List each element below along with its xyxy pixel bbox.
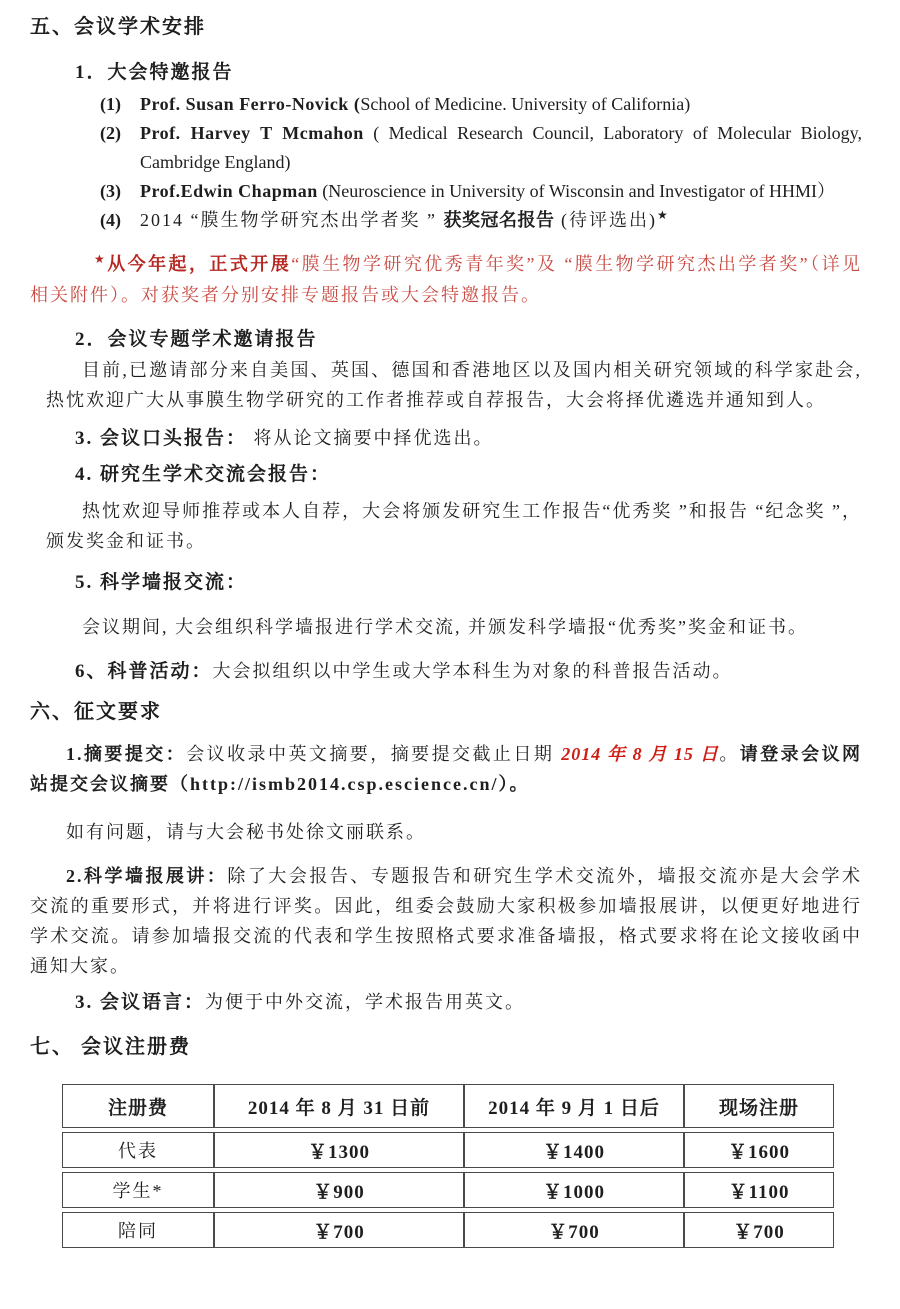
outreach-label: 6、科普活动：: [75, 661, 213, 682]
fee-category-delegate: 代表: [62, 1132, 214, 1168]
speaker-affiliation: (Neuroscience in University of Wisconsin and Investigator of HHMI）: [317, 181, 836, 201]
speaker-affiliation: School of Medicine. University of California): [360, 94, 691, 114]
oral-report-line: [75, 423, 862, 454]
fee-value: ￥700: [214, 1212, 464, 1248]
award-report-title: 获奖冠名报告: [443, 210, 555, 230]
abstract-deadline-period: 。: [719, 744, 740, 764]
speaker-number: (2): [100, 123, 121, 143]
section6-heading: 六、征文要求: [30, 701, 162, 723]
table-row: [62, 1212, 834, 1248]
poster-session-paragraph: 会议期间, 大会组织科学墙报进行学术交流, 并颁发科学墙报“优秀奖”奖金和证书。: [82, 617, 808, 637]
table-header-row: [62, 1084, 834, 1128]
speaker-item: [30, 177, 862, 206]
speaker-number: (3): [100, 181, 121, 201]
abstract-submission-text: 会议收录中英文摘要，摘要提交截止日期: [186, 744, 562, 764]
section7-heading: 七、 会议注册费: [30, 1036, 191, 1058]
graduate-report-paragraph: 热忱欢迎导师推荐或本人自荐，大会将颁发研究生工作报告“优秀奖 ”和报告 “纪念奖 ”，颁发奖金和证书。: [46, 501, 862, 551]
speaker-entry: [140, 90, 862, 119]
table-row: [62, 1172, 834, 1208]
fee-value: ￥1400: [464, 1132, 684, 1168]
poster-presentation-label: 2.科学墙报展讲：: [66, 866, 228, 886]
speaker-name: Prof. Susan Ferro-Novick (: [140, 94, 361, 114]
speaker-entry: [140, 177, 862, 206]
table-row: [62, 1132, 834, 1168]
poster-presentation-paragraph: [30, 861, 862, 981]
conference-url-sentence: 请登录会议网站提交会议摘要（http://ismb2014.csp.escience.cn/）。: [30, 744, 863, 794]
column-header-onsite: 现场注册: [684, 1084, 834, 1128]
fee-category-accompanying: 陪同: [62, 1212, 214, 1248]
column-header-fee: 注册费: [62, 1084, 214, 1128]
invited-talks-heading: 1．大会特邀报告: [75, 62, 234, 83]
outreach-text: 大会拟组织以中学生或大学本科生为对象的科普报告活动。: [212, 661, 733, 681]
contact-note: 如有问题，请与大会秘书处徐文丽联系。: [66, 822, 426, 842]
abstract-submission-label: 1.摘要提交：: [66, 744, 187, 764]
fee-value: ￥1100: [684, 1172, 834, 1208]
award-note-lead: 从今年起，正式开展: [107, 254, 292, 274]
abstract-submission-paragraph: [30, 739, 862, 799]
speaker-entry: [140, 119, 862, 177]
outreach-line: [75, 656, 862, 687]
column-header-early: 2014 年 8 月 31 日前: [214, 1084, 464, 1128]
fee-value: ￥900: [214, 1172, 464, 1208]
topic-talks-heading: 2．会议专题学术邀请报告: [75, 329, 318, 350]
speaker-number: (4): [100, 210, 121, 230]
oral-report-label: 3. 会议口头报告：: [75, 428, 248, 449]
speaker-item: [30, 90, 862, 119]
poster-presentation-text: 除了大会报告、专题报告和研究生学术交流外，墙报交流亦是大会学术交流的重要形式，并将进行评奖。因此，组委会鼓励大家积极参加墙报展讲，以便更好地进行学术交流。请参加墙报交流的代表和学生按照格式要求准备墙报，格式要求将在论文接收函中通知大家。: [30, 866, 863, 976]
fee-value: ￥700: [464, 1212, 684, 1248]
award-note: [30, 249, 862, 311]
invited-speakers-list: [30, 90, 862, 235]
speaker-item: [30, 206, 862, 235]
abstract-deadline: 2014 年 8 月 15 日: [561, 744, 720, 764]
speaker-item: [30, 119, 862, 177]
fee-value: ￥1600: [684, 1132, 834, 1168]
fee-value: ￥1000: [464, 1172, 684, 1208]
section5-heading: 五、会议学术安排: [30, 16, 206, 38]
poster-session-heading: 5. 科学墙报交流：: [75, 572, 248, 593]
speaker-name: Prof. Harvey T Mcmahon: [140, 123, 364, 143]
note-star-icon: ★: [94, 252, 108, 266]
fee-category-student: 学生*: [62, 1172, 214, 1208]
speaker-number: (1): [100, 94, 121, 114]
award-star-icon: ★: [656, 208, 670, 222]
topic-talks-paragraph: 目前,已邀请部分来自美国、英国、德国和香港地区以及国内相关研究领域的科学家赴会, 热忱欢迎广大从事膜生物学研究的工作者推荐或自荐报告，大会将择优遴选并通知到人。: [46, 360, 862, 410]
language-text: 为便于中外交流，学术报告用英文。: [205, 992, 526, 1012]
award-note-body: “膜生物学研究优秀青年奖”及 “膜生物学研究杰出学者奖”（详见相关附件）。对获奖者分别安排专题报告或大会特邀报告。: [30, 254, 862, 305]
graduate-report-heading: 4. 研究生学术交流会报告：: [75, 464, 332, 485]
oral-report-text: 将从论文摘要中择优选出。: [247, 428, 494, 448]
language-label: 3. 会议语言：: [75, 992, 206, 1013]
speaker-prefix: 2014 “膜生物学研究杰出学者奖 ”: [140, 210, 444, 230]
column-header-late: 2014 年 9 月 1 日后: [464, 1084, 684, 1128]
speaker-entry: [140, 206, 862, 235]
speaker-name: Prof.Edwin Chapman: [140, 181, 318, 201]
language-line: [75, 987, 862, 1018]
speaker-affiliation: ( Medical Research Council, Laboratory of Molecular Biology, Cambridge England): [140, 123, 862, 172]
fee-value: ￥1300: [214, 1132, 464, 1168]
award-report-note: (待评选出): [554, 210, 657, 230]
registration-fee-table: [62, 1080, 834, 1252]
fee-value: ￥700: [684, 1212, 834, 1248]
